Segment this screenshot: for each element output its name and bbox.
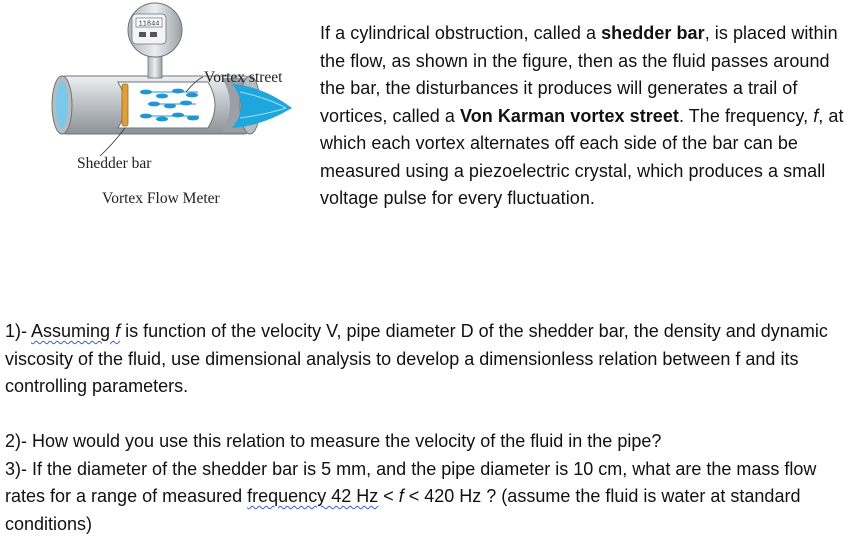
question-1-text: is function of the velocity V, pipe diameter D of the shedder bar, the density and dynamic viscosity of the fluid, use dimensional analysis to develop a dimensionless relation between f and its controlling parameters. [5, 321, 828, 396]
question-2: 2)- How would you use this relation to measure the velocity of the fluid in the pipe? [5, 431, 662, 451]
question-3-text-2: < 420 Hz ? (assume the fluid is water at standard conditions) [5, 486, 801, 534]
intro-text-3: . The frequency, [678, 105, 814, 126]
intro-text-2: , is placed within the flow, as shown in the figure, then as the fluid passes around the bar, the disturbances it produces will generates a trail of vortices, called a [320, 23, 838, 126]
meter-button-left [139, 32, 146, 37]
questions [5, 318, 850, 538]
question-3-f-symbol: f [398, 486, 404, 506]
meter-button-right [150, 32, 157, 37]
intro-text-1: If a cylindrical obstruction, called a [320, 23, 602, 43]
intro-paragraph [320, 20, 845, 213]
shedder-bar-label: Shedder bar [77, 155, 152, 172]
vortex-flow-meter-figure [0, 0, 310, 230]
term-shedder-bar: shedder bar [601, 23, 705, 43]
question-1-f-symbol: f [115, 321, 121, 341]
question-1-underlined [31, 321, 120, 341]
shedder-bar [122, 84, 128, 126]
question-3 [5, 456, 850, 539]
frequency-symbol: f [813, 105, 819, 126]
intro-text-4: , at which each vortex alternates off each side of the bar can be measured using a piezoelectric crystal, which produces a small voltage pulse for every fluctuation. [320, 105, 844, 208]
meter-display: 11844 [138, 20, 160, 29]
question-3-lt-1: < [378, 486, 399, 506]
term-von-karman-vortex-street: Von Karman vortex street [460, 105, 679, 126]
question-1 [5, 318, 850, 401]
spacer [5, 401, 850, 429]
question-1-number: 1)- [5, 321, 32, 341]
question-3-frequency: frequency 42 Hz [247, 486, 379, 506]
question-3-text-1: 3)- If the diameter of the shedder bar is 5 mm, and the pipe diameter is 10 cm, what are the mass flow rates for a range of measured [5, 458, 817, 506]
figure-caption: Vortex Flow Meter [102, 190, 220, 207]
question-1-assuming: Assuming [31, 321, 116, 341]
vortex-street-label: Vortex street [204, 69, 283, 86]
